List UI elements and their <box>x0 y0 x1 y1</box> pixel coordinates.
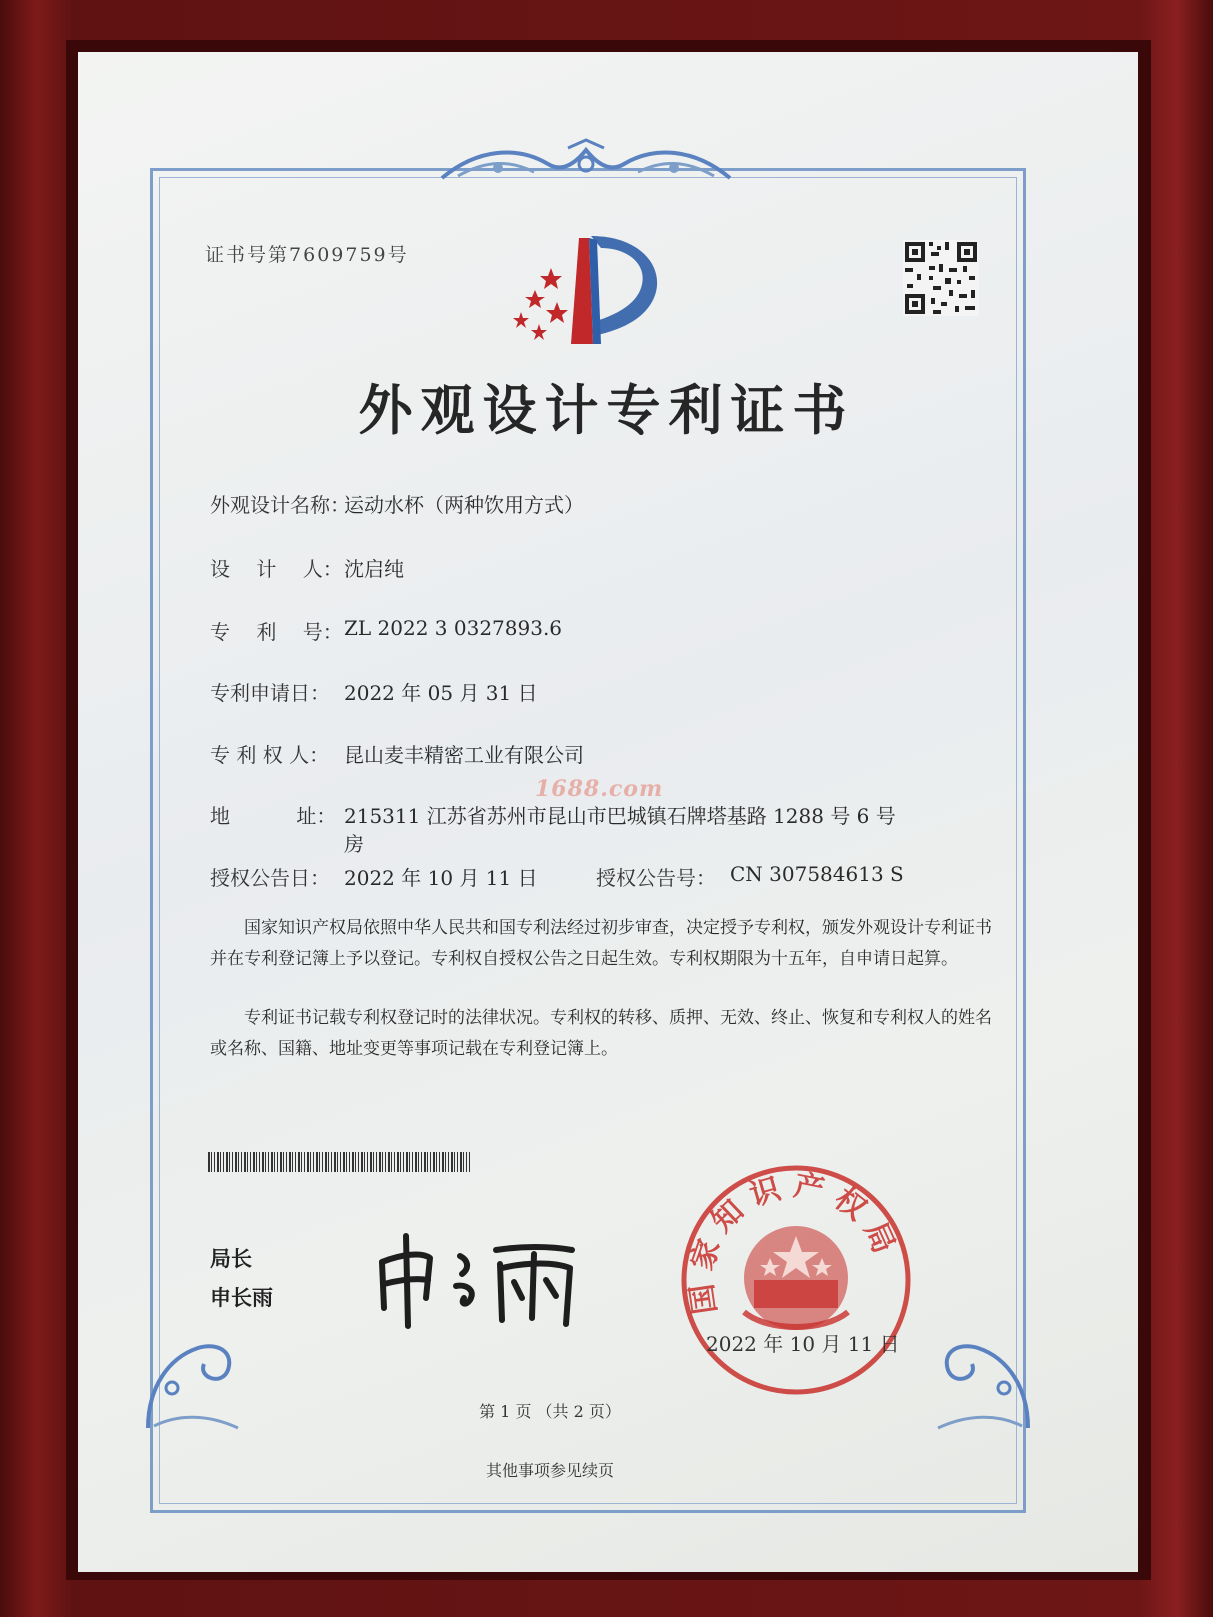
legal-paragraph-2: 专利证书记载专利权登记时的法律状况。专利权的转移、质押、无效、终止、恢复和专利权人的姓名或名称、国籍、地址变更等事项记载在专利登记簿上。 <box>210 1008 992 1059</box>
address-label: 地 址： <box>210 804 337 828</box>
grant-number-value: CN 307584613 S <box>730 862 904 886</box>
patentee-value: 昆山麦丰精密工业有限公司 <box>344 743 584 767</box>
barcode-icon <box>208 1152 470 1172</box>
signature-name: 申长雨 <box>210 1286 273 1310</box>
patent-number-value: ZL 2022 3 0327893.6 <box>344 616 563 640</box>
design-name-value: 运动水杯（两种饮用方式） <box>344 493 584 517</box>
design-name-label: 外观设计名称： <box>210 493 350 517</box>
address-value-line2: 房 <box>344 832 364 856</box>
certificate-title: 外观设计专利证书 <box>358 378 855 442</box>
patentee-label: 专 利 权 人： <box>210 743 330 767</box>
footer-note: 其他事项参见续页 <box>485 1461 614 1480</box>
page-number: 第 1 页 （共 2 页） <box>479 1402 621 1421</box>
signature-title: 局长 <box>210 1247 252 1271</box>
handwritten-signature-icon <box>372 1228 600 1332</box>
certificate-number-value: 7609759 <box>289 244 388 266</box>
grant-date-label: 授权公告日： <box>210 866 330 890</box>
official-seal-icon <box>678 1162 914 1398</box>
top-ornament-icon <box>438 138 734 186</box>
certificate-number <box>205 240 409 267</box>
address-value-line1: 215311 江苏省苏州市昆山市巴城镇石牌塔基路 1288 号 6 号 <box>344 804 896 828</box>
grant-date-value: 2022 年 10 月 11 日 <box>344 866 538 890</box>
patent-number-label: 专 利 号： <box>210 620 343 644</box>
filing-date-value: 2022 年 05 月 31 日 <box>344 681 538 705</box>
designer-value: 沈启纯 <box>344 557 404 581</box>
designer-label: 设 计 人： <box>210 557 343 581</box>
seal-date: 2022 年 10 月 11 日 <box>706 1332 900 1356</box>
grant-number-label: 授权公告号： <box>596 866 716 890</box>
filing-date-label: 专利申请日： <box>210 681 330 705</box>
certificate-number-label: 证书号第 <box>205 244 290 266</box>
qr-code-icon <box>903 240 979 316</box>
seal-text: 国家知识产权局 <box>683 1168 906 1317</box>
legal-paragraph-1: 国家知识产权局依照中华人民共和国专利法经过初步审查，决定授予专利权，颁发外观设计专利证书并在专利登记簿上予以登记。专利权自授权公告之日起生效。专利权期限为十五年，自申请日起算。 <box>210 918 992 969</box>
certificate-number-suffix: 号 <box>387 244 409 266</box>
watermark-1688: 1688.com <box>535 776 664 802</box>
cnipa-logo-icon <box>505 232 665 350</box>
